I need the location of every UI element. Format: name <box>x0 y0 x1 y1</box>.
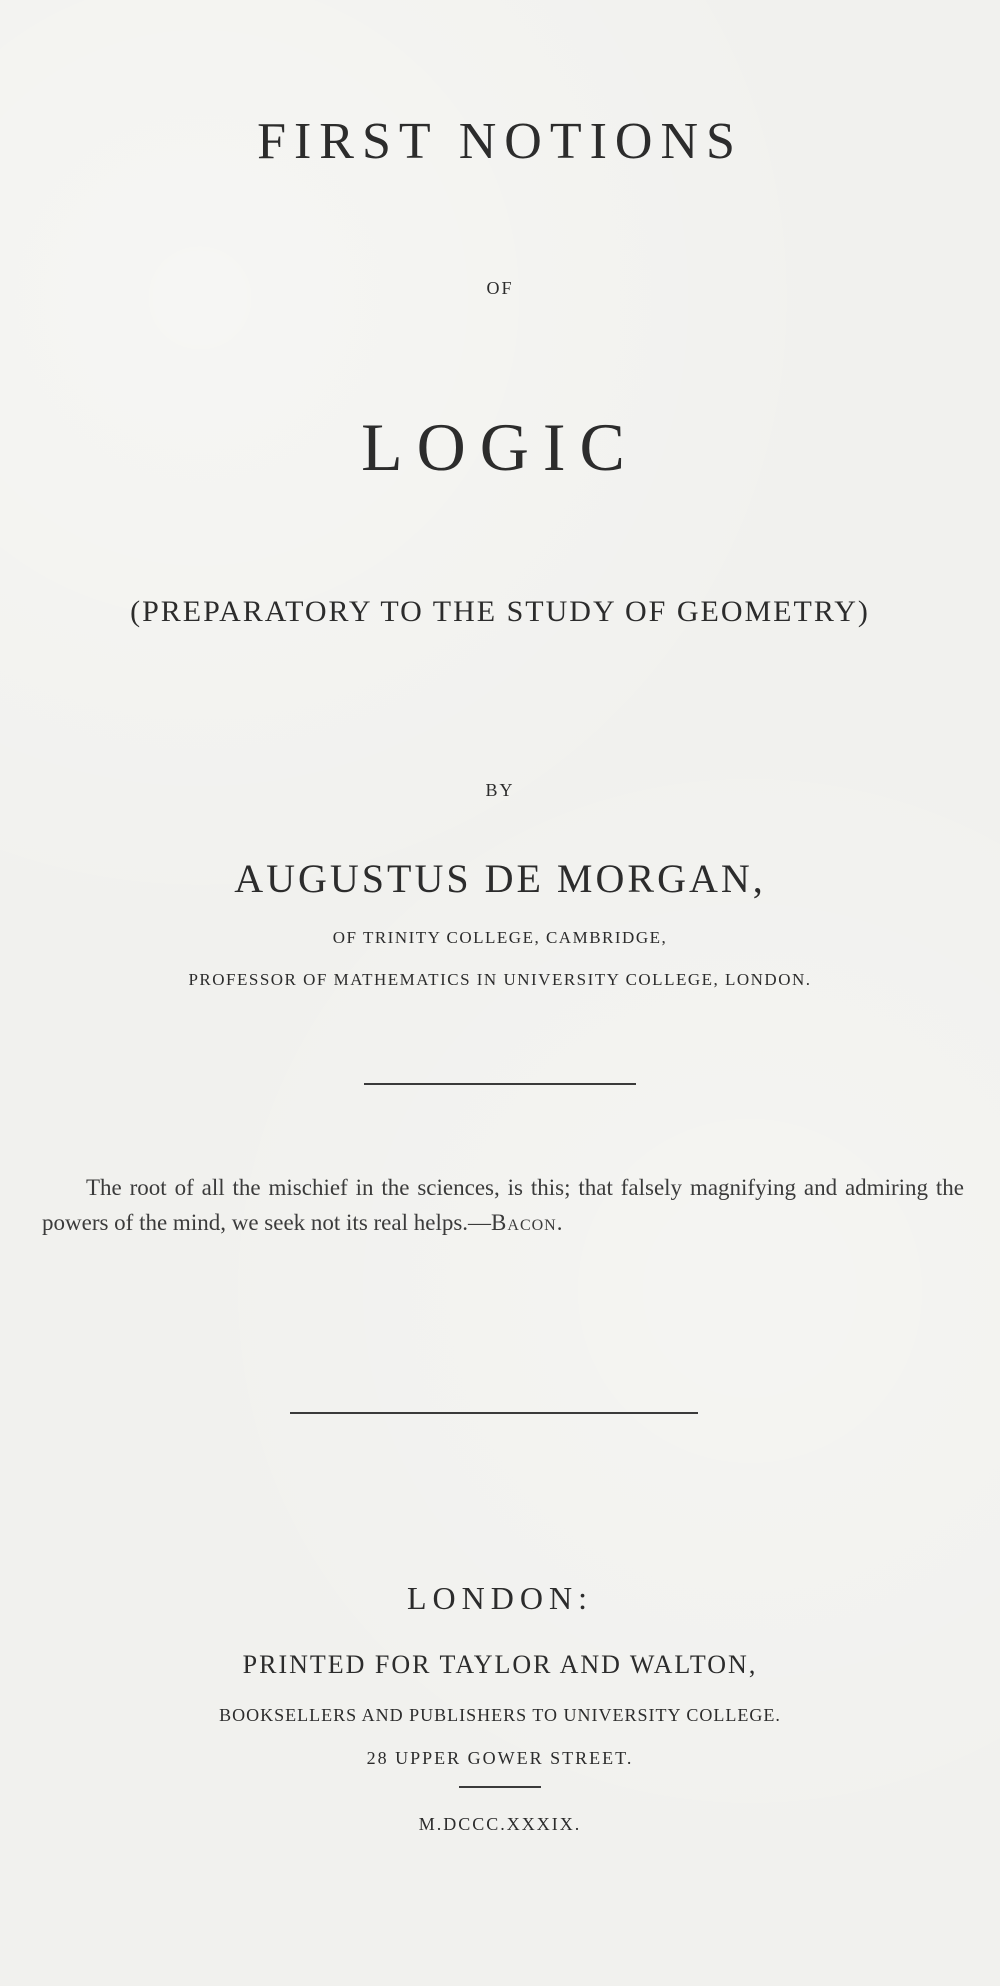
divider-rule-lower <box>290 1412 698 1414</box>
title-connector-of: OF <box>486 278 514 298</box>
street-address: 28 UPPER GOWER STREET. <box>366 1748 634 1768</box>
publisher-city: LONDON: <box>407 1580 593 1616</box>
epigraph-quote <box>42 1170 964 1240</box>
date-divider-rule <box>459 1786 541 1788</box>
book-subtitle: (PREPARATORY TO THE STUDY OF GEOMETRY) <box>130 595 870 628</box>
by-line: BY <box>485 780 515 800</box>
booksellers-line: BOOKSELLERS AND PUBLISHERS TO UNIVERSITY COLLEGE. <box>219 1705 781 1725</box>
divider-rule <box>364 1083 636 1085</box>
epigraph-text: The root of all the mischief in the sciences, is this; that falsely magnifying and admiring the powers of the mind, we seek not its real helps.— <box>42 1175 964 1235</box>
author-affiliation-1: OF TRINITY COLLEGE, CAMBRIDGE, <box>332 928 668 947</box>
author-affiliation-2: PROFESSOR OF MATHEMATICS IN UNIVERSITY COLLEGE, LONDON. <box>188 970 812 989</box>
printer-line: PRINTED FOR TAYLOR AND WALTON, <box>242 1650 758 1679</box>
book-title-line-1: FIRST NOTIONS <box>257 113 743 170</box>
epigraph-attribution: Bacon. <box>491 1210 564 1235</box>
publication-date: M.DCCC.XXXIX. <box>418 1814 582 1834</box>
book-title-line-2: LOGIC <box>361 409 639 485</box>
author-name: AUGUSTUS DE MORGAN, <box>234 856 766 901</box>
